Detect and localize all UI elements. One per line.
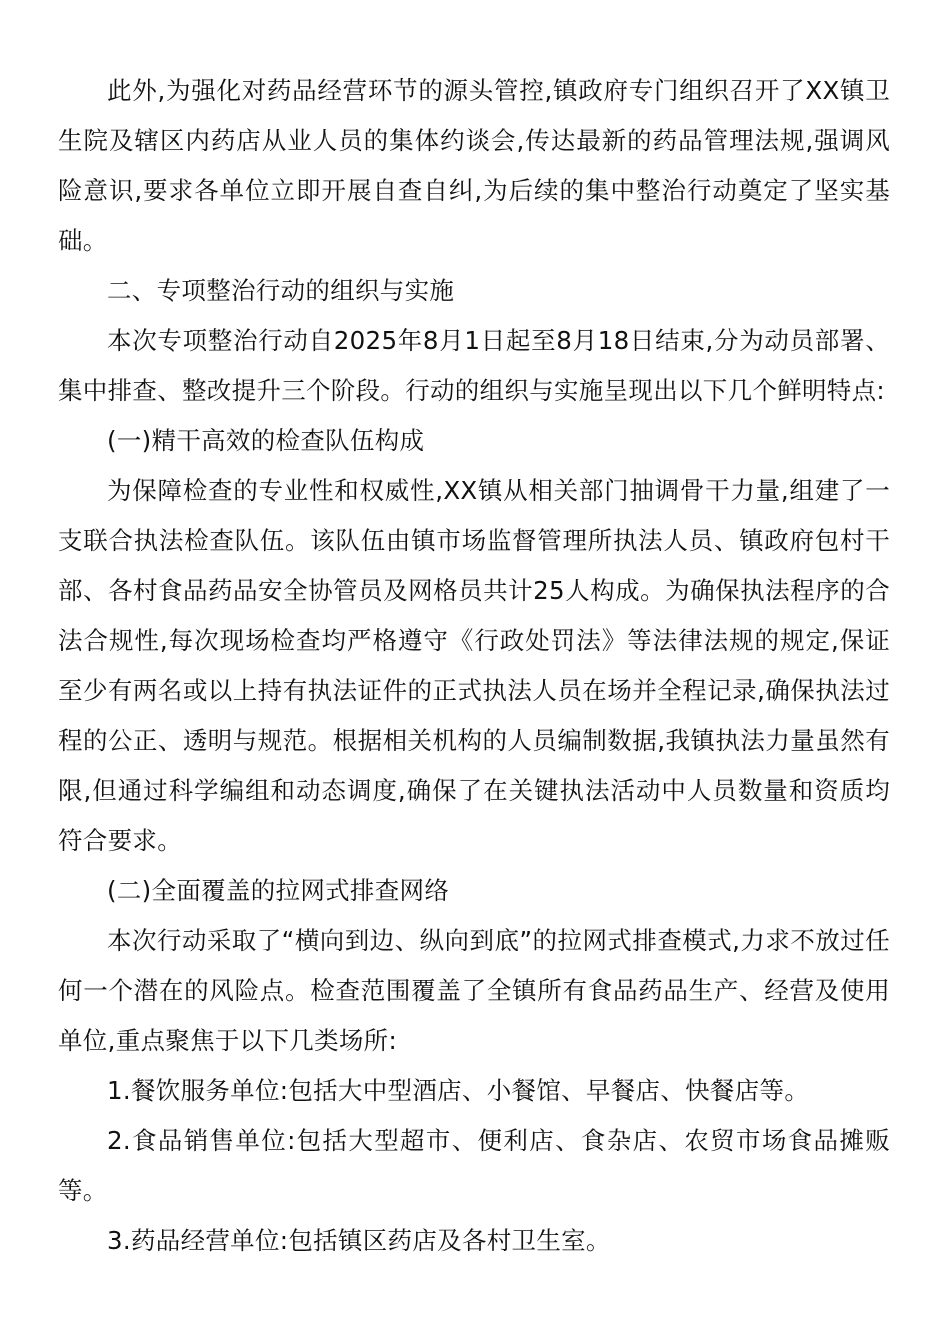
paragraph-action-overview: 本次专项整治行动自2025年8月1日起至8月18日结束,分为动员部署、集中排查、整改提升三个阶段。行动的组织与实施呈现出以下几个鲜明特点: [58,326,890,405]
list-item-food-sales: 2.食品销售单位:包括大型超市、便利店、食杂店、农贸市场食品摊贩等。 [58,1126,890,1205]
subheading-coverage: (二)全面覆盖的拉网式排查网络 [107,876,450,905]
paragraph-coverage: 本次行动采取了“横向到边、纵向到底”的拉网式排查模式,力求不放过任何一个潜在的风险点。检查范围覆盖了全镇所有食品药品生产、经营及使用单位,重点聚焦于以下几类场所: [58,926,890,1055]
list-item-drug-sales: 3.药品经营单位:包括镇区药店及各村卫生室。 [107,1226,611,1255]
document-page [58,66,890,1266]
list-item-catering: 1.餐饮服务单位:包括大中型酒店、小餐馆、早餐店、快餐店等。 [107,1076,810,1105]
subheading-team: (一)精干高效的检查队伍构成 [107,426,425,455]
section-heading-2: 二、专项整治行动的组织与实施 [107,276,455,305]
paragraph-team: 为保障检查的专业性和权威性,XX镇从相关部门抽调骨干力量,组建了一支联合执法检查队伍。该队伍由镇市场监督管理所执法人员、镇政府包村干部、各村食品药品安全协管员及网格员共计25人构成。为确保执法程序的合法合规性,每次现场检查均严格遵守《行政处罚法》等法律法规的规定,保证至少有两名或以上持有执法证件的正式执法人员在场并全程记录,确保执法过程的公正、透明与规范。根据相关机构的人员编制数据,我镇执法力量虽然有限,但通过科学编组和动态调度,确保了在关键执法活动中人员数量和资质均符合要求。 [58,476,890,855]
paragraph-pre-control: 此外,为强化对药品经营环节的源头管控,镇政府专门组织召开了XX镇卫生院及辖区内药店从业人员的集体约谈会,传达最新的药品管理法规,强调风险意识,要求各单位立即开展自查自纠,为后续的集中整治行动奠定了坚实基础。 [58,76,890,255]
